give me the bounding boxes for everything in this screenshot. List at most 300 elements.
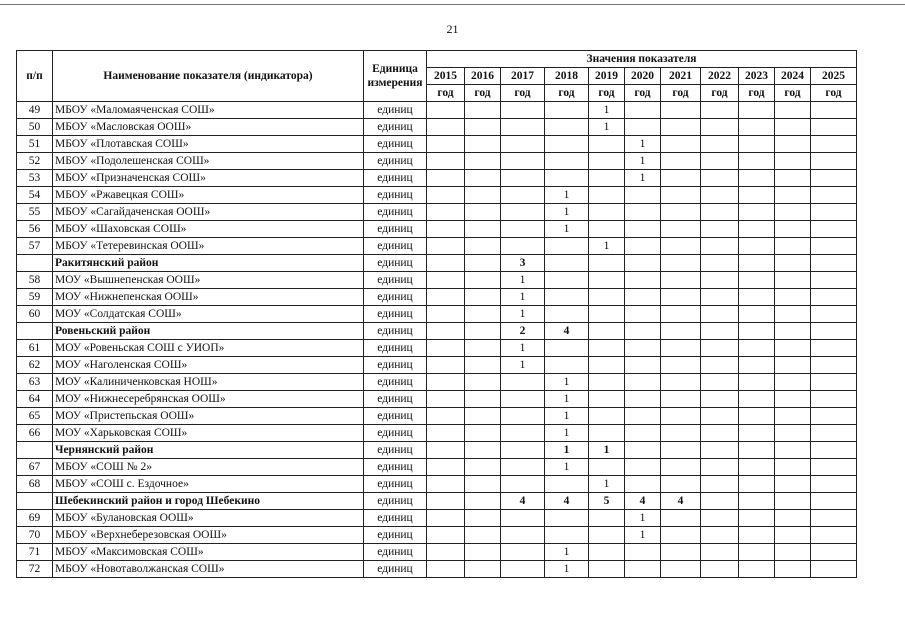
value-cell-2020	[625, 374, 661, 391]
row-number: 65	[17, 408, 53, 425]
header-year-2024: 2024	[775, 68, 811, 85]
table-row	[17, 527, 857, 544]
table-row	[17, 119, 857, 136]
value-cell-2015	[427, 272, 465, 289]
value-cell-2019	[589, 544, 625, 561]
value-cell-2024	[775, 442, 811, 459]
row-number: 63	[17, 374, 53, 391]
school-name: МОУ «Солдатская СОШ»	[53, 306, 364, 323]
value-cell-2016	[465, 289, 501, 306]
value-cell-2022	[701, 544, 739, 561]
value-cell-2019	[589, 340, 625, 357]
value-cell-2021	[661, 476, 701, 493]
value-cell-2017	[501, 476, 545, 493]
row-number: 71	[17, 544, 53, 561]
value-cell-2020	[625, 204, 661, 221]
school-name: МБОУ «Шаховская СОШ»	[53, 221, 364, 238]
value-cell-2025	[811, 527, 857, 544]
value-cell-2021	[661, 561, 701, 578]
value-cell-2021	[661, 510, 701, 527]
school-name: МБОУ «Призначенская СОШ»	[53, 170, 364, 187]
table-row	[17, 391, 857, 408]
value-cell-2016	[465, 425, 501, 442]
row-number: 72	[17, 561, 53, 578]
value-cell-2022	[701, 204, 739, 221]
value-cell-2016	[465, 527, 501, 544]
school-name: МБОУ «Новотаволжанская СОШ»	[53, 561, 364, 578]
value-cell-2020	[625, 306, 661, 323]
value-cell-2017	[501, 187, 545, 204]
value-cell-2022	[701, 476, 739, 493]
value-cell-2021	[661, 459, 701, 476]
header-year-word: год	[811, 85, 857, 102]
value-cell-2020: 1	[625, 136, 661, 153]
value-cell-2015	[427, 459, 465, 476]
value-cell-2025	[811, 306, 857, 323]
value-cell-2022	[701, 255, 739, 272]
row-number: 62	[17, 357, 53, 374]
value-cell-2018	[545, 255, 589, 272]
value-cell-2020	[625, 476, 661, 493]
value-cell-2017	[501, 102, 545, 119]
value-cell-2025	[811, 391, 857, 408]
header-year-word: год	[775, 85, 811, 102]
header-year-word: год	[465, 85, 501, 102]
value-cell-2016	[465, 187, 501, 204]
value-cell-2018	[545, 119, 589, 136]
table-row	[17, 187, 857, 204]
school-name: МОУ «Наголенская СОШ»	[53, 357, 364, 374]
value-cell-2019	[589, 323, 625, 340]
value-cell-2021	[661, 323, 701, 340]
value-cell-2019	[589, 221, 625, 238]
school-name: МБОУ «СОШ с. Ездочное»	[53, 476, 364, 493]
value-cell-2015	[427, 221, 465, 238]
value-cell-2024	[775, 510, 811, 527]
value-cell-2017: 3	[501, 255, 545, 272]
value-cell-2024	[775, 408, 811, 425]
value-cell-2023	[739, 561, 775, 578]
value-cell-2017	[501, 442, 545, 459]
school-name: МБОУ «Маломаяченская СОШ»	[53, 102, 364, 119]
value-cell-2016	[465, 136, 501, 153]
value-cell-2022	[701, 442, 739, 459]
value-cell-2020: 1	[625, 527, 661, 544]
value-cell-2015	[427, 340, 465, 357]
unit-cell: единиц	[364, 476, 427, 493]
value-cell-2022	[701, 374, 739, 391]
value-cell-2021	[661, 204, 701, 221]
value-cell-2024	[775, 170, 811, 187]
header-year-2015: 2015	[427, 68, 465, 85]
value-cell-2018	[545, 238, 589, 255]
top-rule	[0, 4, 905, 5]
value-cell-2020	[625, 187, 661, 204]
value-cell-2019	[589, 204, 625, 221]
header-year-2023: 2023	[739, 68, 775, 85]
value-cell-2017	[501, 408, 545, 425]
value-cell-2021	[661, 374, 701, 391]
unit-cell: единиц	[364, 442, 427, 459]
value-cell-2018: 1	[545, 221, 589, 238]
header-year-word: год	[427, 85, 465, 102]
value-cell-2024	[775, 272, 811, 289]
table-group-row	[17, 493, 857, 510]
value-cell-2015	[427, 442, 465, 459]
value-cell-2017	[501, 136, 545, 153]
value-cell-2021	[661, 136, 701, 153]
page-number: 21	[446, 22, 459, 36]
value-cell-2025	[811, 204, 857, 221]
value-cell-2023	[739, 204, 775, 221]
value-cell-2020	[625, 323, 661, 340]
unit-cell: единиц	[364, 340, 427, 357]
value-cell-2022	[701, 323, 739, 340]
value-cell-2021	[661, 289, 701, 306]
value-cell-2015	[427, 255, 465, 272]
value-cell-2025	[811, 408, 857, 425]
value-cell-2019	[589, 425, 625, 442]
value-cell-2021	[661, 102, 701, 119]
value-cell-2023	[739, 153, 775, 170]
header-year-word: год	[661, 85, 701, 102]
row-number: 54	[17, 187, 53, 204]
value-cell-2020	[625, 425, 661, 442]
value-cell-2022	[701, 493, 739, 510]
header-year-2019: 2019	[589, 68, 625, 85]
school-name: МБОУ «Верхнеберезовская ООШ»	[53, 527, 364, 544]
value-cell-2019	[589, 255, 625, 272]
unit-cell: единиц	[364, 170, 427, 187]
value-cell-2025	[811, 425, 857, 442]
table-row	[17, 306, 857, 323]
value-cell-2023	[739, 510, 775, 527]
value-cell-2022	[701, 561, 739, 578]
value-cell-2017	[501, 391, 545, 408]
value-cell-2023	[739, 544, 775, 561]
unit-cell: единиц	[364, 136, 427, 153]
row-number: 57	[17, 238, 53, 255]
table-row	[17, 221, 857, 238]
row-number: 69	[17, 510, 53, 527]
value-cell-2015	[427, 493, 465, 510]
value-cell-2018	[545, 170, 589, 187]
value-cell-2020	[625, 442, 661, 459]
unit-cell: единиц	[364, 102, 427, 119]
unit-cell: единиц	[364, 323, 427, 340]
value-cell-2021	[661, 153, 701, 170]
value-cell-2017: 2	[501, 323, 545, 340]
value-cell-2020	[625, 272, 661, 289]
unit-cell: единиц	[364, 459, 427, 476]
row-number	[17, 255, 53, 272]
value-cell-2018: 1	[545, 391, 589, 408]
value-cell-2020	[625, 459, 661, 476]
value-cell-2024	[775, 544, 811, 561]
value-cell-2018: 1	[545, 408, 589, 425]
value-cell-2017: 1	[501, 357, 545, 374]
district-name: Ровеньский район	[53, 323, 364, 340]
value-cell-2023	[739, 289, 775, 306]
value-cell-2017	[501, 561, 545, 578]
unit-cell: единиц	[364, 238, 427, 255]
table-row	[17, 136, 857, 153]
header-unit: Единица измерения	[364, 51, 427, 102]
value-cell-2021	[661, 187, 701, 204]
value-cell-2022	[701, 187, 739, 204]
value-cell-2024	[775, 374, 811, 391]
row-number: 53	[17, 170, 53, 187]
value-cell-2022	[701, 102, 739, 119]
value-cell-2022	[701, 136, 739, 153]
value-cell-2022	[701, 238, 739, 255]
value-cell-2021	[661, 272, 701, 289]
school-name: МОУ «Вышнепенская ООШ»	[53, 272, 364, 289]
value-cell-2023	[739, 306, 775, 323]
value-cell-2021	[661, 442, 701, 459]
value-cell-2018	[545, 153, 589, 170]
value-cell-2022	[701, 459, 739, 476]
value-cell-2020	[625, 391, 661, 408]
value-cell-2017: 4	[501, 493, 545, 510]
value-cell-2023	[739, 425, 775, 442]
value-cell-2019	[589, 306, 625, 323]
value-cell-2025	[811, 561, 857, 578]
value-cell-2018: 4	[545, 323, 589, 340]
value-cell-2015	[427, 306, 465, 323]
row-number: 60	[17, 306, 53, 323]
header-year-word: год	[739, 85, 775, 102]
header-year-word: год	[589, 85, 625, 102]
unit-cell: единиц	[364, 391, 427, 408]
value-cell-2022	[701, 340, 739, 357]
value-cell-2021	[661, 306, 701, 323]
value-cell-2025	[811, 476, 857, 493]
value-cell-2023	[739, 357, 775, 374]
district-name: Чернянский район	[53, 442, 364, 459]
unit-cell: единиц	[364, 272, 427, 289]
value-cell-2017	[501, 238, 545, 255]
value-cell-2024	[775, 493, 811, 510]
unit-cell: единиц	[364, 221, 427, 238]
value-cell-2025	[811, 323, 857, 340]
value-cell-2015	[427, 544, 465, 561]
value-cell-2020	[625, 408, 661, 425]
value-cell-2024	[775, 136, 811, 153]
value-cell-2015	[427, 476, 465, 493]
value-cell-2021	[661, 238, 701, 255]
school-name: МБОУ «Тетеревинская ООШ»	[53, 238, 364, 255]
unit-cell: единиц	[364, 408, 427, 425]
value-cell-2015	[427, 289, 465, 306]
value-cell-2020	[625, 102, 661, 119]
value-cell-2024	[775, 527, 811, 544]
value-cell-2017	[501, 221, 545, 238]
table-row	[17, 459, 857, 476]
value-cell-2015	[427, 323, 465, 340]
value-cell-2023	[739, 221, 775, 238]
value-cell-2024	[775, 425, 811, 442]
value-cell-2018	[545, 102, 589, 119]
value-cell-2015	[427, 119, 465, 136]
district-name: Ракитянский район	[53, 255, 364, 272]
school-name: МОУ «Пристепьская ООШ»	[53, 408, 364, 425]
value-cell-2015	[427, 425, 465, 442]
row-number: 55	[17, 204, 53, 221]
value-cell-2020	[625, 221, 661, 238]
school-name: МБОУ «Максимовская СОШ»	[53, 544, 364, 561]
value-cell-2019	[589, 187, 625, 204]
value-cell-2016	[465, 340, 501, 357]
value-cell-2025	[811, 221, 857, 238]
header-year-2021: 2021	[661, 68, 701, 85]
value-cell-2021	[661, 357, 701, 374]
value-cell-2024	[775, 221, 811, 238]
value-cell-2019: 5	[589, 493, 625, 510]
value-cell-2017	[501, 170, 545, 187]
value-cell-2016	[465, 238, 501, 255]
value-cell-2022	[701, 170, 739, 187]
value-cell-2020: 1	[625, 510, 661, 527]
value-cell-2018: 1	[545, 561, 589, 578]
value-cell-2023	[739, 459, 775, 476]
value-cell-2020	[625, 238, 661, 255]
value-cell-2025	[811, 272, 857, 289]
value-cell-2016	[465, 306, 501, 323]
table-row	[17, 510, 857, 527]
school-name: МБОУ «Ржавецкая СОШ»	[53, 187, 364, 204]
row-number: 56	[17, 221, 53, 238]
value-cell-2023	[739, 476, 775, 493]
value-cell-2016	[465, 170, 501, 187]
value-cell-2025	[811, 102, 857, 119]
value-cell-2023	[739, 408, 775, 425]
value-cell-2015	[427, 374, 465, 391]
value-cell-2025	[811, 459, 857, 476]
value-cell-2015	[427, 527, 465, 544]
value-cell-2016	[465, 561, 501, 578]
value-cell-2024	[775, 289, 811, 306]
value-cell-2015	[427, 204, 465, 221]
value-cell-2022	[701, 221, 739, 238]
row-number: 61	[17, 340, 53, 357]
header-row-1	[17, 51, 857, 68]
value-cell-2019	[589, 561, 625, 578]
value-cell-2022	[701, 391, 739, 408]
value-cell-2021	[661, 221, 701, 238]
value-cell-2015	[427, 136, 465, 153]
value-cell-2025	[811, 170, 857, 187]
value-cell-2017	[501, 425, 545, 442]
value-cell-2020	[625, 289, 661, 306]
school-name: МОУ «Ровеньская СОШ с УИОП»	[53, 340, 364, 357]
table-row	[17, 170, 857, 187]
unit-cell: единиц	[364, 357, 427, 374]
value-cell-2025	[811, 544, 857, 561]
value-cell-2017	[501, 374, 545, 391]
table-row	[17, 102, 857, 119]
value-cell-2015	[427, 357, 465, 374]
header-num: п/п	[17, 51, 53, 102]
value-cell-2022	[701, 408, 739, 425]
value-cell-2019	[589, 357, 625, 374]
value-cell-2015	[427, 510, 465, 527]
value-cell-2015	[427, 187, 465, 204]
value-cell-2022	[701, 306, 739, 323]
value-cell-2018: 1	[545, 544, 589, 561]
value-cell-2016	[465, 272, 501, 289]
value-cell-2025	[811, 255, 857, 272]
value-cell-2024	[775, 255, 811, 272]
value-cell-2025	[811, 493, 857, 510]
unit-cell: единиц	[364, 561, 427, 578]
table-row	[17, 204, 857, 221]
unit-cell: единиц	[364, 306, 427, 323]
value-cell-2025	[811, 136, 857, 153]
value-cell-2023	[739, 102, 775, 119]
row-number: 59	[17, 289, 53, 306]
value-cell-2023	[739, 255, 775, 272]
value-cell-2017	[501, 119, 545, 136]
row-number: 58	[17, 272, 53, 289]
value-cell-2021: 4	[661, 493, 701, 510]
school-name: МБОУ «Масловская ООШ»	[53, 119, 364, 136]
value-cell-2020	[625, 340, 661, 357]
school-name: МБОУ «Булановская ООШ»	[53, 510, 364, 527]
value-cell-2024	[775, 323, 811, 340]
header-year-2025: 2025	[811, 68, 857, 85]
indicator-table	[16, 50, 857, 578]
value-cell-2019: 1	[589, 102, 625, 119]
value-cell-2024	[775, 306, 811, 323]
header-year-2018: 2018	[545, 68, 589, 85]
row-number: 66	[17, 425, 53, 442]
header-year-word: год	[501, 85, 545, 102]
value-cell-2015	[427, 170, 465, 187]
value-cell-2018	[545, 527, 589, 544]
value-cell-2020: 4	[625, 493, 661, 510]
value-cell-2018	[545, 476, 589, 493]
value-cell-2018: 1	[545, 425, 589, 442]
value-cell-2024	[775, 102, 811, 119]
value-cell-2024	[775, 459, 811, 476]
value-cell-2024	[775, 561, 811, 578]
value-cell-2017: 1	[501, 289, 545, 306]
table-row	[17, 153, 857, 170]
school-name: МОУ «Калиниченковская НОШ»	[53, 374, 364, 391]
value-cell-2020: 1	[625, 170, 661, 187]
unit-cell: единиц	[364, 119, 427, 136]
value-cell-2019	[589, 170, 625, 187]
value-cell-2015	[427, 391, 465, 408]
value-cell-2018: 1	[545, 442, 589, 459]
row-number	[17, 493, 53, 510]
value-cell-2022	[701, 289, 739, 306]
value-cell-2015	[427, 153, 465, 170]
value-cell-2022	[701, 272, 739, 289]
value-cell-2016	[465, 442, 501, 459]
header-year-2017: 2017	[501, 68, 545, 85]
table-row	[17, 544, 857, 561]
table-row	[17, 561, 857, 578]
value-cell-2025	[811, 238, 857, 255]
value-cell-2023	[739, 119, 775, 136]
value-cell-2021	[661, 527, 701, 544]
header-values: Значения показателя	[427, 51, 857, 68]
value-cell-2024	[775, 187, 811, 204]
value-cell-2022	[701, 510, 739, 527]
row-number	[17, 442, 53, 459]
